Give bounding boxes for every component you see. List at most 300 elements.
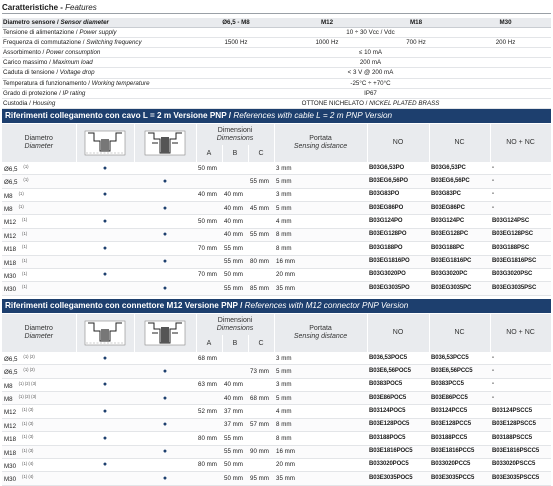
- row-dim-c: [248, 188, 274, 201]
- row-code-no: B03G188PO: [367, 242, 429, 255]
- feature-value: 1500 Hz: [190, 38, 282, 48]
- row-diameter: [2, 458, 76, 471]
- row-diameter-value: M8: [4, 206, 13, 214]
- row-sensing-distance: 16 mm: [274, 445, 367, 458]
- feature-label: [2, 28, 190, 38]
- feature-label: [2, 98, 190, 108]
- row-sensing-distance: 20 mm: [274, 458, 367, 471]
- features-title-en: Features: [65, 3, 97, 12]
- row-diameter: [2, 282, 76, 295]
- row-diameter: [2, 188, 76, 201]
- row-code-no-nc: -: [490, 365, 551, 378]
- row-dim-a: [196, 255, 222, 268]
- col-sensing-it: Portata: [309, 135, 332, 142]
- feature-value-en: NICKEL PLATED BRASS: [369, 99, 440, 107]
- col-sensing-it: Portata: [309, 325, 332, 332]
- row-code-nc: B03G188PC: [429, 242, 490, 255]
- row-sensing-distance: 8 mm: [274, 432, 367, 445]
- col-dim-c: C: [248, 335, 274, 352]
- row-diameter-value: M30: [4, 476, 17, 484]
- row-code-no-nc: -: [490, 188, 551, 201]
- row-diameter-value: M8: [4, 382, 13, 390]
- row-dim-b: 40 mm: [222, 392, 248, 405]
- row-dim-c: 80 mm: [248, 255, 274, 268]
- col-sensing-en: Sensing distance: [293, 143, 348, 150]
- feature-label: [2, 88, 190, 98]
- features-row: [2, 58, 551, 68]
- row-diameter-notes: (1): [18, 204, 24, 210]
- row-dim-a: 80 mm: [196, 432, 222, 445]
- feature-value: [190, 58, 551, 68]
- row-code-no: B03E128POC5: [367, 418, 429, 431]
- row-code-no: B03G124PO: [367, 215, 429, 228]
- row-unshielded-mark: [134, 405, 196, 418]
- row-dim-c: 85 mm: [248, 282, 274, 295]
- row-dim-b: [222, 352, 248, 365]
- ref-header-row: [2, 314, 551, 335]
- feature-label: [2, 68, 190, 78]
- feature-value-text: ≤ 10 mA: [359, 49, 382, 57]
- feature-value-text: IP67: [364, 89, 377, 97]
- row-dim-a: 68 mm: [196, 352, 222, 365]
- col-unshielded-icon: [134, 314, 196, 352]
- row-dim-b: [222, 365, 248, 378]
- features-header-diameter: M12: [282, 18, 372, 28]
- row-diameter: [2, 405, 76, 418]
- row-diameter-notes: (1): [23, 164, 29, 169]
- col-no: NO: [367, 314, 429, 352]
- feature-label-en: Housing: [32, 99, 56, 107]
- feature-value-text: OTTONE NICHELATO /: [301, 99, 370, 107]
- row-diameter-notes: (1) (2): [23, 367, 35, 373]
- row-diameter-value: M18: [4, 246, 17, 254]
- row-sensing-distance: 35 mm: [274, 282, 367, 295]
- row-dim-a: [196, 445, 222, 458]
- row-code-no-nc: B03G124PSC: [490, 215, 551, 228]
- row-unshielded-mark: ●: [134, 472, 196, 485]
- section-connector-title-en: References with M12 connector PNP Version: [244, 301, 409, 310]
- row-dim-a: 50 mm: [196, 162, 222, 175]
- row-diameter-value: M8: [4, 192, 13, 200]
- row-sensing-distance: 4 mm: [274, 405, 367, 418]
- row-sensing-distance: 5 mm: [274, 175, 367, 188]
- row-unshielded-mark: [134, 268, 196, 281]
- row-unshielded-mark: ●: [134, 392, 196, 405]
- row-code-nc: B03E128PCC5: [429, 418, 490, 431]
- row-code-no-nc: -: [490, 202, 551, 215]
- row-code-no-nc: B03E1816PSCC5: [490, 445, 551, 458]
- row-shielded-mark: [76, 228, 134, 241]
- feature-label-it: Frequenza di commutazione /: [3, 39, 87, 47]
- row-code-no-nc: B033020PSCC5: [490, 458, 551, 471]
- row-dim-b: 40 mm: [222, 188, 248, 201]
- row-dim-c: [248, 242, 274, 255]
- section-connector-title: [2, 299, 551, 313]
- feature-label-en: IP rating: [62, 89, 86, 97]
- row-dim-a: 40 mm: [196, 188, 222, 201]
- col-no-nc: NO + NC: [490, 314, 551, 352]
- features-header-label-it: Diametro sensore /: [3, 19, 61, 26]
- table-row: [2, 418, 551, 431]
- feature-label-en: Working temperature: [91, 79, 150, 87]
- row-shielded-mark: [76, 175, 134, 188]
- table-row: [2, 175, 551, 188]
- row-diameter-value: M8: [4, 396, 13, 404]
- row-sensing-distance: 8 mm: [274, 242, 367, 255]
- row-diameter-value: M12: [4, 422, 17, 430]
- feature-value: [190, 68, 551, 78]
- row-dim-a: [196, 175, 222, 188]
- row-diameter-notes: (1): [18, 190, 24, 196]
- features-header-label: [2, 18, 190, 28]
- features-row: [2, 88, 551, 98]
- row-dim-c: [248, 215, 274, 228]
- row-code-nc: B03G6,53PC: [429, 162, 490, 175]
- row-dim-c: 55 mm: [248, 175, 274, 188]
- row-code-no: B03124POC5: [367, 405, 429, 418]
- row-unshielded-mark: [134, 188, 196, 201]
- row-code-no-nc: B03124PSCC5: [490, 405, 551, 418]
- row-dim-c: 68 mm: [248, 392, 274, 405]
- row-dim-b: 40 mm: [222, 228, 248, 241]
- row-dim-c: 55 mm: [248, 228, 274, 241]
- row-dim-c: 90 mm: [248, 445, 274, 458]
- feature-value: 200 Hz: [460, 38, 551, 48]
- row-code-no: B03188POC5: [367, 432, 429, 445]
- row-dim-c: [248, 458, 274, 471]
- feature-label: [2, 78, 190, 88]
- row-code-nc: B033020PCC5: [429, 458, 490, 471]
- table-row: [2, 162, 551, 175]
- row-code-nc: B036,53PCC5: [429, 352, 490, 365]
- row-dim-a: [196, 392, 222, 405]
- row-shielded-mark: [76, 255, 134, 268]
- row-shielded-mark: [76, 365, 134, 378]
- row-unshielded-mark: [134, 352, 196, 365]
- row-diameter: [2, 255, 76, 268]
- row-unshielded-mark: ●: [134, 445, 196, 458]
- row-diameter: [2, 215, 76, 228]
- feature-label-en: Power supply: [79, 29, 117, 37]
- row-diameter: [2, 418, 76, 431]
- row-dim-a: [196, 282, 222, 295]
- row-sensing-distance: 5 mm: [274, 202, 367, 215]
- features-header-diameter: M30: [460, 18, 551, 28]
- row-dim-a: [196, 472, 222, 485]
- row-code-no: B03G83PO: [367, 188, 429, 201]
- feature-value: [190, 28, 551, 38]
- row-diameter-notes: (1) (3): [22, 434, 34, 440]
- col-diameter: [2, 314, 76, 352]
- row-code-nc: B03E86PCC5: [429, 392, 490, 405]
- row-diameter-value: M18: [4, 436, 17, 444]
- row-dim-b: [222, 162, 248, 175]
- row-unshielded-mark: [134, 458, 196, 471]
- row-code-no-nc: -: [490, 352, 551, 365]
- row-diameter: [2, 445, 76, 458]
- row-code-no: B03G6,53PO: [367, 162, 429, 175]
- row-code-no: B033020POC5: [367, 458, 429, 471]
- row-code-nc: B03188PCC5: [429, 432, 490, 445]
- table-row: [2, 188, 551, 201]
- row-dim-b: 55 mm: [222, 432, 248, 445]
- features-title-it: Caratteristiche -: [2, 3, 66, 12]
- row-diameter: [2, 378, 76, 391]
- row-diameter-notes: (1) (2) (3): [18, 380, 37, 386]
- col-nc: NC: [429, 124, 490, 162]
- feature-label-en: Power consumption: [46, 49, 101, 57]
- col-diameter-it: Diametro: [24, 325, 53, 332]
- row-diameter: [2, 365, 76, 378]
- col-shielded-icon: [76, 124, 134, 162]
- table-row: [2, 268, 551, 281]
- row-unshielded-mark: [134, 242, 196, 255]
- table-row: [2, 458, 551, 471]
- row-dim-a: [196, 365, 222, 378]
- table-row: [2, 405, 551, 418]
- feature-label-it: Tensione di alimentazione /: [3, 29, 80, 37]
- row-dim-b: 50 mm: [222, 472, 248, 485]
- row-diameter: [2, 242, 76, 255]
- row-dim-b: 55 mm: [222, 242, 248, 255]
- row-diameter-value: M30: [4, 286, 17, 294]
- table-row: [2, 378, 551, 391]
- row-dim-c: [248, 432, 274, 445]
- row-code-no: B03EG86PO: [367, 202, 429, 215]
- row-diameter-notes: (1): [23, 177, 29, 183]
- feature-value-text: -25°C ÷ +70°C: [350, 79, 391, 87]
- col-dimensions: [196, 124, 274, 145]
- row-dim-b: [222, 175, 248, 188]
- row-code-nc: B03EG1816PC: [429, 255, 490, 268]
- row-shielded-mark: ●: [76, 405, 134, 418]
- row-diameter-value: M12: [4, 409, 17, 417]
- cable-references-header: [2, 124, 551, 162]
- row-dim-b: 55 mm: [222, 445, 248, 458]
- row-diameter: [2, 432, 76, 445]
- features-row: [2, 68, 551, 78]
- row-dim-c: [248, 268, 274, 281]
- row-sensing-distance: 20 mm: [274, 268, 367, 281]
- row-dim-a: [196, 228, 222, 241]
- table-row: [2, 432, 551, 445]
- feature-label-en: Maximum load: [52, 59, 93, 67]
- row-sensing-distance: 3 mm: [274, 162, 367, 175]
- row-diameter-value: Ø6,5: [4, 179, 18, 187]
- feature-value: 1000 Hz: [282, 38, 372, 48]
- features-header-row: [2, 18, 551, 28]
- feature-label-en: Voltage drop: [59, 69, 95, 77]
- row-diameter-notes: (1): [22, 284, 28, 290]
- section-connector-title-it: Riferimenti collegamento con connettore M12 Versione PNP /: [5, 301, 245, 310]
- features-row: [2, 48, 551, 58]
- table-row: [2, 392, 551, 405]
- row-dim-c: 45 mm: [248, 202, 274, 215]
- features-header-diameter: Ø6,5 - M8: [190, 18, 282, 28]
- col-sensing-en: Sensing distance: [293, 333, 348, 340]
- row-diameter: [2, 228, 76, 241]
- row-diameter-notes: (1) (3): [22, 407, 34, 413]
- row-diameter-value: Ø6,5: [4, 369, 18, 377]
- feature-value-text: 10 ÷ 30 Vcc / Vdc: [346, 29, 395, 37]
- row-dim-b: 40 mm: [222, 378, 248, 391]
- row-shielded-mark: ●: [76, 242, 134, 255]
- col-diameter-en: Diameter: [24, 333, 53, 340]
- row-dim-a: 50 mm: [196, 215, 222, 228]
- row-shielded-mark: ●: [76, 188, 134, 201]
- cable-references-body: [2, 162, 551, 295]
- row-code-no: B0383POC5: [367, 378, 429, 391]
- row-code-nc: B03EG3035PC: [429, 282, 490, 295]
- row-unshielded-mark: ●: [134, 365, 196, 378]
- features-row: [2, 78, 551, 88]
- row-code-nc: B03E6,56PCC5: [429, 365, 490, 378]
- row-code-nc: B0383PCC5: [429, 378, 490, 391]
- row-code-no: B03E6,56POC5: [367, 365, 429, 378]
- feature-value-text: < 3 V @ 200 mA: [347, 69, 394, 77]
- col-dimensions-it: Dimensioni: [217, 126, 253, 134]
- row-sensing-distance: 3 mm: [274, 352, 367, 365]
- row-dim-c: [248, 378, 274, 391]
- feature-label: [2, 38, 190, 48]
- row-code-no-nc: B03EG128PSC: [490, 228, 551, 241]
- row-code-nc: B03G3020PC: [429, 268, 490, 281]
- row-code-no-nc: B03E128PSCC5: [490, 418, 551, 431]
- row-shielded-mark: ●: [76, 215, 134, 228]
- ref-header-row: [2, 124, 551, 145]
- feature-label-it: Carico massimo /: [3, 59, 53, 67]
- row-diameter-notes: (1): [22, 244, 28, 250]
- row-shielded-mark: [76, 282, 134, 295]
- col-dim-c: C: [248, 145, 274, 162]
- col-diameter: [2, 124, 76, 162]
- row-dim-a: 80 mm: [196, 458, 222, 471]
- row-shielded-mark: [76, 445, 134, 458]
- row-code-no-nc: -: [490, 162, 551, 175]
- table-row: [2, 445, 551, 458]
- row-sensing-distance: 8 mm: [274, 418, 367, 431]
- feature-label: [2, 48, 190, 58]
- row-unshielded-mark: ●: [134, 255, 196, 268]
- row-dim-c: [248, 405, 274, 418]
- row-sensing-distance: 16 mm: [274, 255, 367, 268]
- row-diameter-notes: (1): [22, 217, 28, 223]
- row-unshielded-mark: [134, 162, 196, 175]
- table-row: [2, 215, 551, 228]
- row-diameter-notes: (1): [22, 257, 28, 263]
- feature-label-en: Switching frequency: [86, 39, 142, 47]
- col-sensing: [274, 124, 367, 162]
- row-unshielded-mark: [134, 432, 196, 445]
- row-dim-b: 37 mm: [222, 418, 248, 431]
- row-dim-a: 52 mm: [196, 405, 222, 418]
- row-code-no-nc: B03EG3035PSC: [490, 282, 551, 295]
- row-diameter-value: Ø6,5: [4, 356, 18, 364]
- col-dim-b: B: [222, 335, 248, 352]
- row-code-no-nc: B03G3020PSC: [490, 268, 551, 281]
- row-code-nc: B03E3035PCC5: [429, 472, 490, 485]
- row-code-nc: B03E1816PCC5: [429, 445, 490, 458]
- row-code-nc: B03EG128PC: [429, 228, 490, 241]
- row-dim-c: 73 mm: [248, 365, 274, 378]
- cable-references-table: [2, 124, 552, 296]
- row-sensing-distance: 3 mm: [274, 378, 367, 391]
- row-unshielded-mark: [134, 378, 196, 391]
- row-diameter-notes: (1) (2) (3): [18, 394, 37, 400]
- row-diameter-notes: (1) (3): [22, 447, 34, 453]
- row-dim-c: 57 mm: [248, 418, 274, 431]
- row-dim-a: 70 mm: [196, 242, 222, 255]
- row-shielded-mark: ●: [76, 432, 134, 445]
- row-code-no: B03E86POC5: [367, 392, 429, 405]
- row-shielded-mark: [76, 392, 134, 405]
- row-diameter-value: M30: [4, 462, 17, 470]
- row-diameter-value: M18: [4, 259, 17, 267]
- col-dim-a: A: [196, 335, 222, 352]
- row-code-no: B03E1816POC5: [367, 445, 429, 458]
- col-no-nc: NO + NC: [490, 124, 551, 162]
- table-row: [2, 352, 551, 365]
- row-diameter-notes: (1): [22, 270, 28, 276]
- features-row: [2, 38, 551, 48]
- row-dim-b: 50 mm: [222, 458, 248, 471]
- row-diameter: [2, 268, 76, 281]
- row-code-no: B03EG128PO: [367, 228, 429, 241]
- feature-value: 700 Hz: [372, 38, 460, 48]
- features-body: [2, 18, 551, 108]
- row-code-nc: B03G124PC: [429, 215, 490, 228]
- row-code-nc: B03EG86PC: [429, 202, 490, 215]
- row-dim-a: 70 mm: [196, 268, 222, 281]
- row-code-no: B03EG1816PO: [367, 255, 429, 268]
- table-row: [2, 365, 551, 378]
- row-dim-c: [248, 352, 274, 365]
- row-code-nc: B03G83PC: [429, 188, 490, 201]
- row-code-no: B03E3035POC5: [367, 472, 429, 485]
- features-header-label-en: Sensor diameter: [60, 19, 109, 26]
- row-code-no: B03EG6,56PO: [367, 175, 429, 188]
- row-shielded-mark: [76, 472, 134, 485]
- row-unshielded-mark: ●: [134, 418, 196, 431]
- row-code-nc: B03EG6,56PC: [429, 175, 490, 188]
- row-shielded-mark: ●: [76, 352, 134, 365]
- table-row: [2, 255, 551, 268]
- row-dim-c: 95 mm: [248, 472, 274, 485]
- row-code-no: B03G3020PO: [367, 268, 429, 281]
- row-shielded-mark: ●: [76, 162, 134, 175]
- row-dim-a: [196, 202, 222, 215]
- connector-references-table: [2, 314, 552, 486]
- table-row: [2, 282, 551, 295]
- features-title: [2, 2, 551, 14]
- row-shielded-mark: [76, 202, 134, 215]
- row-dim-a: [196, 418, 222, 431]
- connector-references-header: [2, 314, 551, 352]
- row-dim-b: 50 mm: [222, 268, 248, 281]
- row-code-no-nc: B03G188PSC: [490, 242, 551, 255]
- row-unshielded-mark: [134, 215, 196, 228]
- row-code-no-nc: B03E3035PSCC5: [490, 472, 551, 485]
- row-diameter-notes: (1): [22, 230, 28, 236]
- row-diameter-value: M30: [4, 272, 17, 280]
- col-dimensions-en: Dimensions: [216, 324, 254, 332]
- row-code-no: B036,53POC5: [367, 352, 429, 365]
- table-row: [2, 228, 551, 241]
- row-diameter-value: M18: [4, 449, 17, 457]
- col-dimensions-it: Dimensioni: [217, 316, 253, 324]
- row-shielded-mark: ●: [76, 458, 134, 471]
- feature-label-it: Caduta di tensione /: [3, 69, 60, 77]
